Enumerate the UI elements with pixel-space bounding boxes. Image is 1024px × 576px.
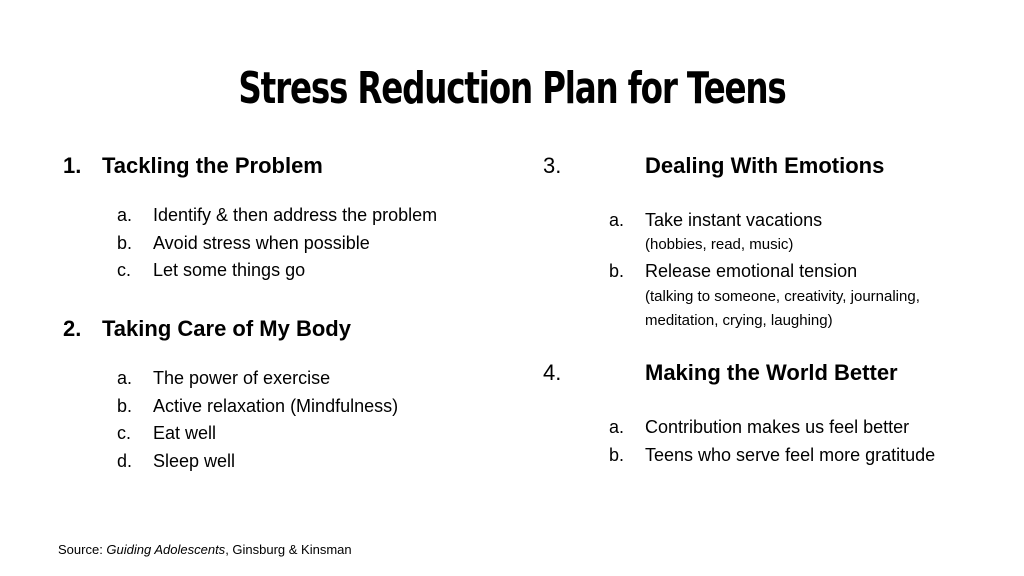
- list-item-letter: b.: [609, 261, 625, 281]
- section-heading: Taking Care of My Body: [102, 316, 351, 341]
- list-item-letter: a.: [609, 417, 625, 437]
- list-item-letter: b.: [117, 396, 133, 416]
- source-authors: , Ginsburg & Kinsman: [225, 542, 352, 557]
- source-prefix: Source:: [58, 542, 107, 557]
- list-item-detail: (talking to someone, creativity, journaling,: [645, 288, 920, 305]
- list-item-letter: d.: [117, 451, 133, 471]
- list-item-letter: a.: [117, 205, 133, 225]
- source-citation: [58, 541, 352, 559]
- list-item-letter: c.: [117, 423, 132, 443]
- list-item: Let some things go: [153, 260, 306, 280]
- section-number: 3.: [543, 153, 562, 178]
- list-item: Avoid stress when possible: [153, 233, 370, 253]
- source-work-title: Guiding Adolescents: [106, 542, 226, 557]
- list-item-letter: b.: [117, 233, 133, 253]
- list-item: Contribution makes us feel better: [645, 417, 910, 437]
- list-item: Take instant vacations: [645, 210, 823, 230]
- list-item: Teens who serve feel more gratitude: [645, 445, 936, 465]
- list-item-detail: meditation, crying, laughing): [645, 312, 833, 329]
- list-item: Active relaxation (Mindfulness): [153, 396, 399, 416]
- section-heading: Dealing With Emotions: [645, 153, 885, 178]
- section-number: 4.: [543, 360, 562, 385]
- section-heading: Making the World Better: [645, 360, 898, 385]
- list-item-letter: b.: [609, 445, 625, 465]
- list-item: The power of exercise: [153, 368, 331, 388]
- list-item: Release emotional tension: [645, 261, 858, 281]
- section-number: 2.: [63, 316, 82, 341]
- section-heading: Tackling the Problem: [102, 153, 323, 178]
- list-item-letter: c.: [117, 260, 132, 280]
- list-item: Sleep well: [153, 451, 236, 471]
- list-item: Identify & then address the problem: [153, 205, 438, 225]
- page-title: Stress Reduction Plan for Teens: [238, 63, 786, 114]
- list-item-detail: (hobbies, read, music): [645, 236, 794, 253]
- list-item-letter: a.: [117, 368, 133, 388]
- section-number: 1.: [63, 153, 82, 178]
- list-item-letter: a.: [609, 210, 625, 230]
- list-item: Eat well: [153, 423, 217, 443]
